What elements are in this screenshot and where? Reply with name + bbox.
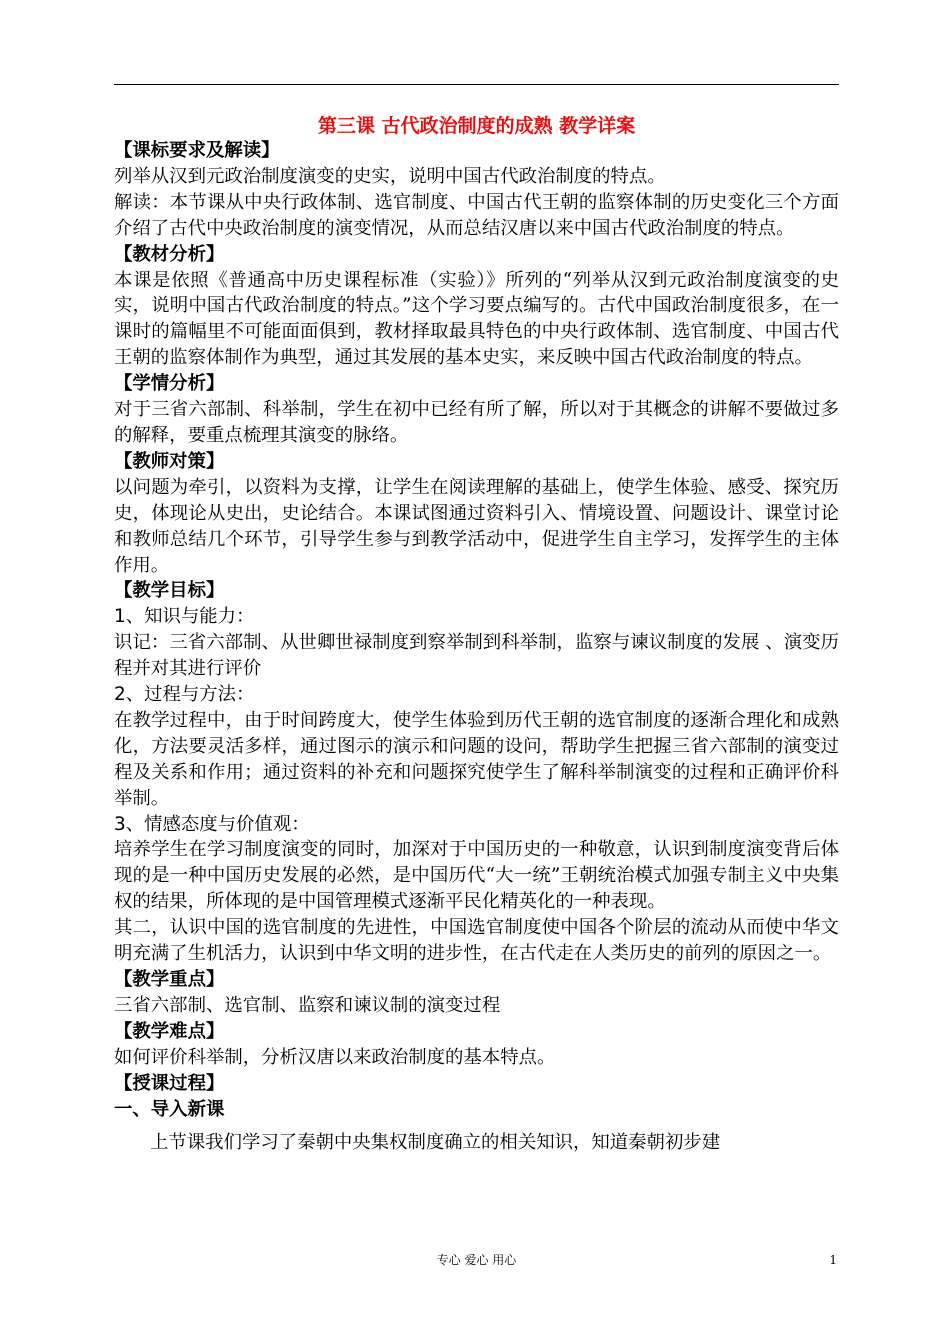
section-heading: 【学情分析】: [114, 373, 225, 395]
body-paragraph: 本课是依照《普通高中历史课程标准（实验）》所列的“列举从汉到元政治制度演变的史实，说明中国古代政治制度的特点。”这个学习要点编写的。古代中国政治制度很多，在一课时的篇幅里不可能面面俱到，教材择取最具特色的中央行政体制、选官制度、中国古代王朝的监察体制作为典型，通过其发展的基本史实，来反映中国古代政治制度的特点。: [114, 269, 839, 369]
section-heading: 【课标要求及解读】: [114, 140, 280, 161]
body-paragraph: 识记：三省六部制、从世卿世禄制度到察举制到科举制，监察与谏议制度的发展 、演变历程并对其进行评价: [114, 632, 839, 680]
section-heading: 【教师对策】: [114, 450, 225, 472]
body-paragraph: 对于三省六部制、科举制，学生在初中已经有所了解，所以对于其概念的讲解不要做过多的解释，要重点梳理其演变的脉络。: [114, 399, 839, 446]
section-heading: 【教学重点】: [114, 969, 225, 990]
body-paragraph: 在教学过程中，由于时间跨度大，使学生体验到历代王朝的选官制度的逐渐合理化和成熟化，方法要灵活多样，通过图示的演示和问题的设问，帮助学生把握三省六部制的演变过程及关系和作用；通过资料的补充和问题探究使学生了解科举制演变的过程和正确评价科举制。: [114, 709, 839, 809]
section-heading: 【教学难点】: [114, 1020, 225, 1042]
document-body: [114, 138, 839, 1156]
section-heading: 【教材分析】: [114, 243, 225, 265]
body-paragraph: 三省六部制、选官制、监察和谏议制的演变过程: [114, 994, 501, 1016]
body-paragraph: 列举从汉到元政治制度演变的史实，说明中国古代政治制度的特点。: [114, 165, 666, 187]
header-rule: [114, 84, 839, 85]
section-heading: 【教学目标】: [114, 580, 225, 602]
body-paragraph: 如何评价科举制，分析汉唐以来政治制度的基本特点。: [114, 1046, 556, 1068]
body-paragraph: 培养学生在学习制度演变的同时，加深对于中国历史的一种敬意，认识到制度演变背后体现的是一种中国历史发展的必然，是中国历代“大一统”王朝统治模式加强专制主义中央集权的结果，所体现的是中国管理模式逐渐平民化精英化的一种表现。: [114, 839, 839, 913]
subheading: 3、情感态度与价值观：: [114, 813, 310, 835]
subheading: 2、过程与方法：: [114, 684, 255, 706]
body-paragraph: 上节课我们学习了秦朝中央集权制度确立的相关知识，知道秦朝初步建: [150, 1132, 721, 1154]
document-title: 第三课 古代政治制度的成熟 教学详案: [317, 115, 636, 137]
footer-motto: 专心 爱心 用心: [436, 1253, 517, 1267]
body-paragraph: 解读：本节课从中央行政体制、选官制度、中国古代王朝的监察体制的历史变化三个方面介绍了古代中央政治制度的演变情况，从而总结汉唐以来中国古代政治制度的特点。: [114, 191, 839, 239]
page-footer: [114, 1252, 839, 1268]
page-number: 1: [829, 1253, 837, 1267]
body-paragraph: 其二，认识中国的选官制度的先进性，中国选官制度使中国各个阶层的流动从而使中华文明充满了生机活力，认识到中华文明的进步性，在古代走在人类历史的前列的原因之一。: [114, 917, 839, 965]
section-heading: 一、导入新课: [114, 1098, 225, 1120]
body-paragraph: 以问题为牵引，以资料为支撑，让学生在阅读理解的基础上，使学生体验、感受、探究历史，体现论从史出，史论结合。本课试图通过资料引入、情境设置、问题设计、课堂讨论和教师总结几个环节，引导学生参与到教学活动中，促进学生自主学习，发挥学生的主体作用。: [114, 476, 839, 576]
subheading: 1、知识与能力：: [114, 606, 255, 628]
section-heading: 【授课过程】: [114, 1072, 225, 1094]
